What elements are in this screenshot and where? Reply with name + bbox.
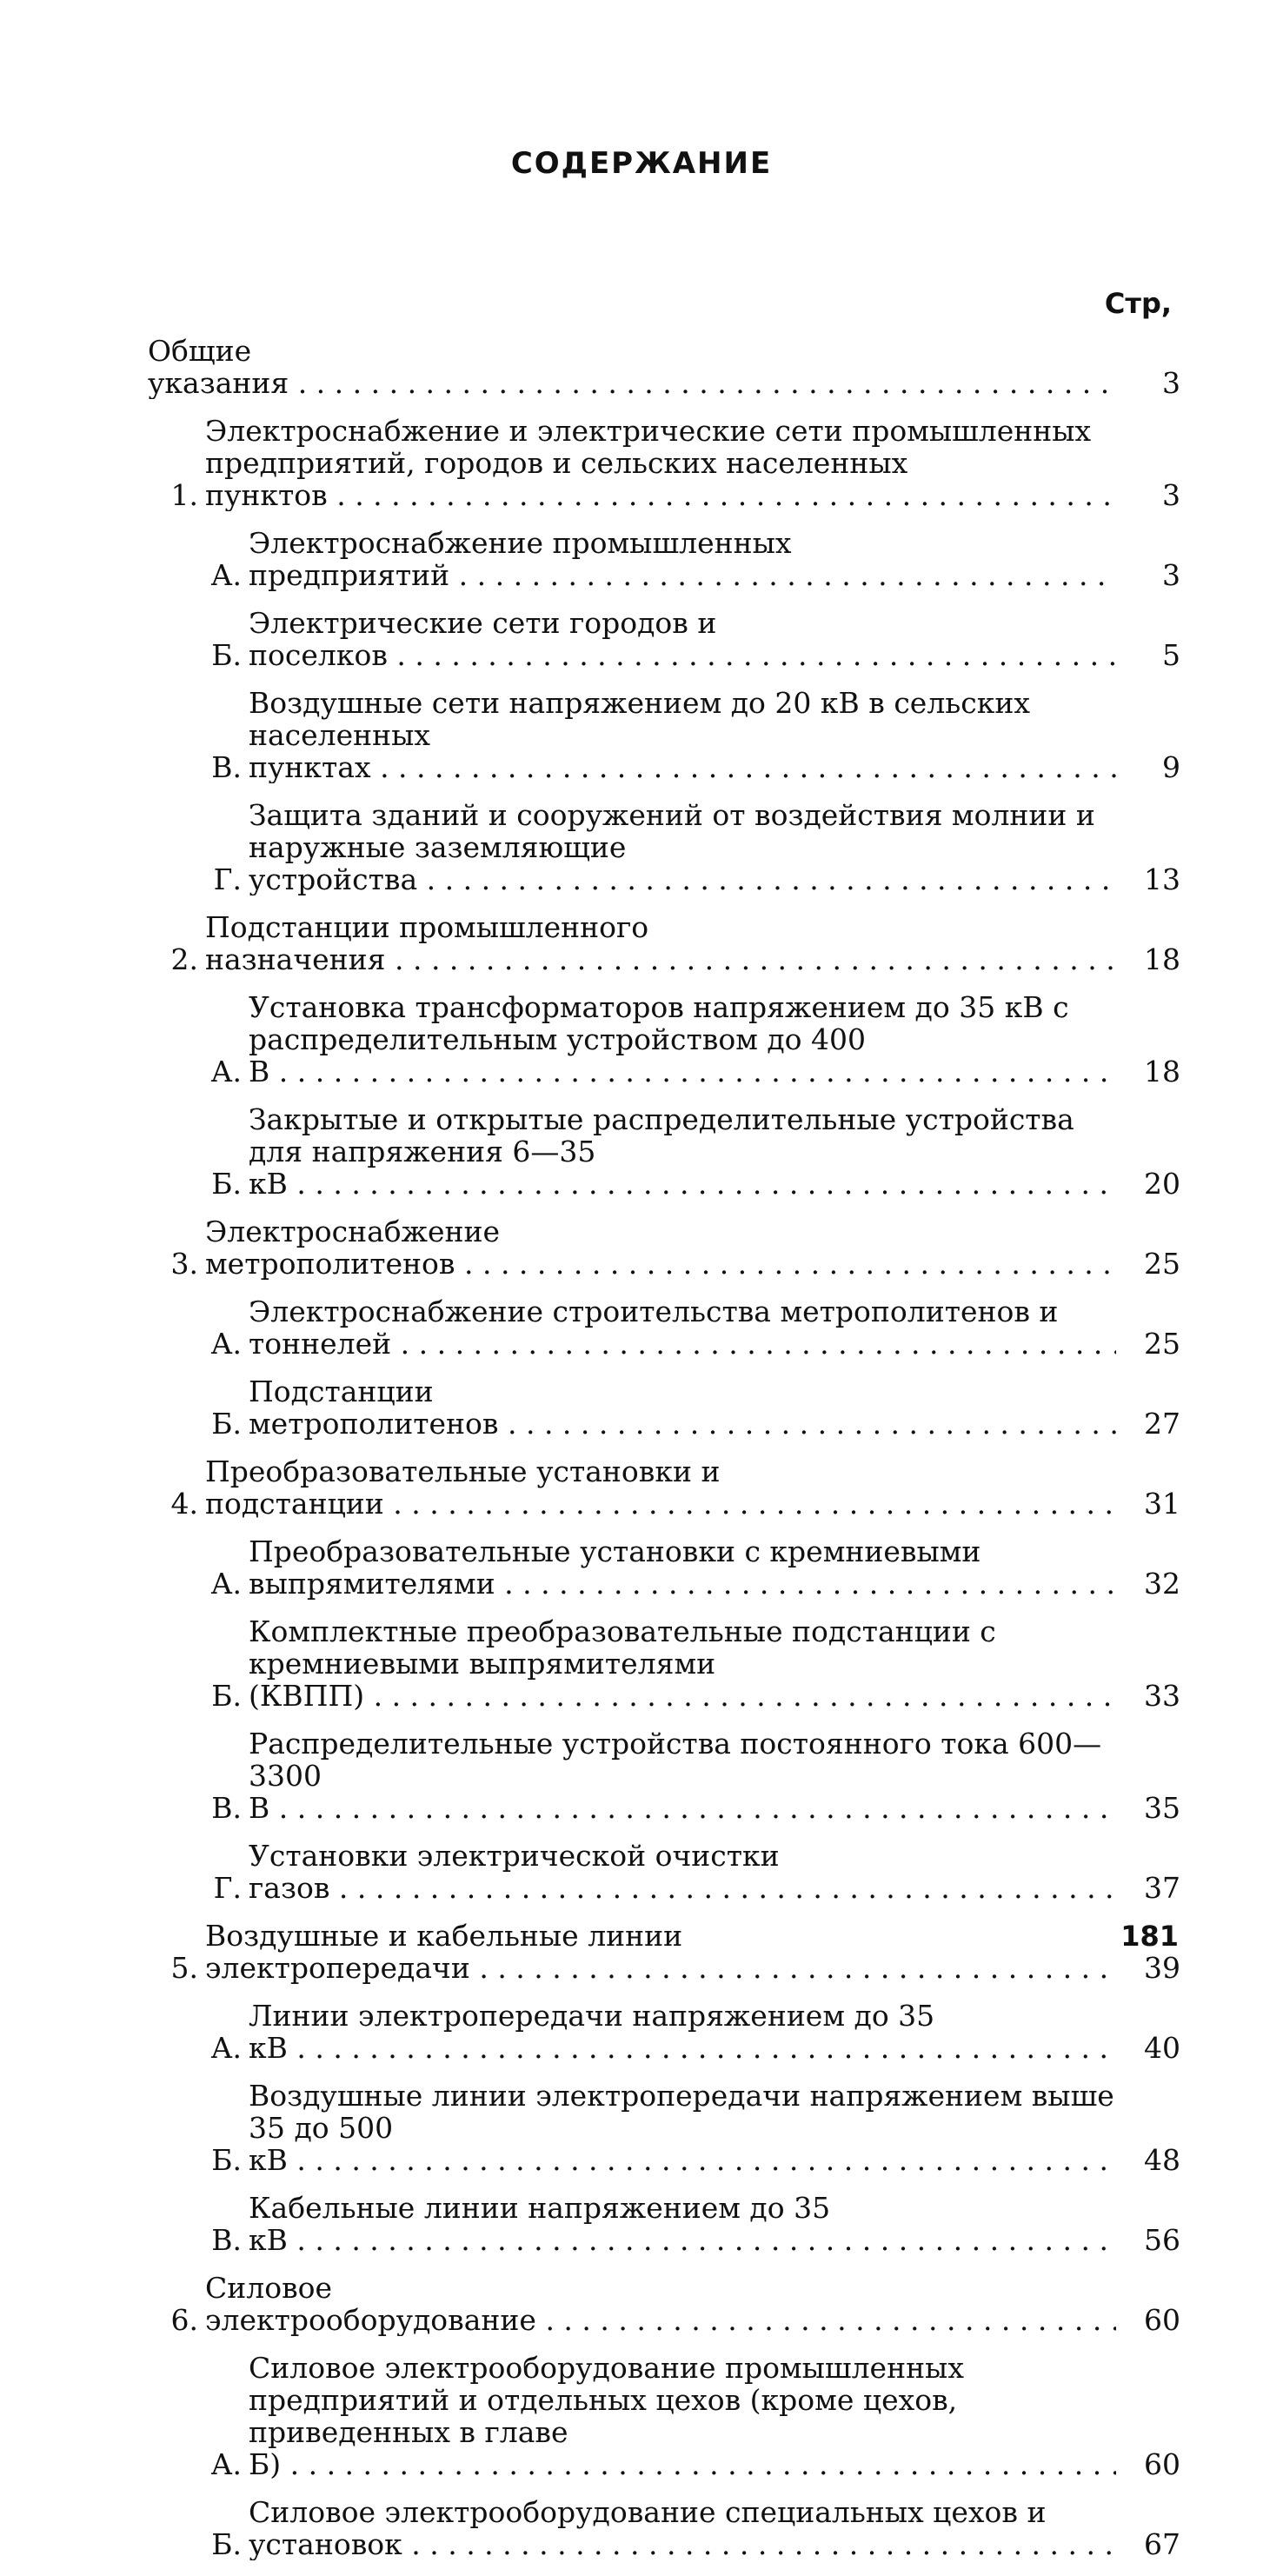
toc-entry-page: 9 xyxy=(1116,751,1180,783)
toc-entry-number: 1. xyxy=(170,478,198,512)
toc-entry-page: 25 xyxy=(1116,1248,1180,1280)
toc-entry-number: Б. xyxy=(211,1407,242,1441)
toc-entry xyxy=(148,911,1180,975)
toc-entry-leader xyxy=(249,1840,1116,1904)
toc-entry xyxy=(148,1535,1180,1600)
toc-entry-page: 13 xyxy=(1116,863,1180,895)
toc-entry-body xyxy=(242,1727,1180,1824)
toc-entry-number: А. xyxy=(210,558,242,592)
toc-entry-body xyxy=(242,2352,1180,2480)
toc-entry-page: 5 xyxy=(1116,639,1180,671)
toc-entry-page: 3 xyxy=(1116,367,1180,399)
toc-entry-leader xyxy=(249,1535,1116,1600)
toc-entry-page: 60 xyxy=(1116,2448,1180,2480)
toc-entry-leader xyxy=(249,607,1116,671)
toc-entry-title: Воздушные и кабельные линии электропередачи . . . xyxy=(205,1920,1116,1984)
toc-entry-title: Линии электропередачи напряжением до 35 кВ . . . xyxy=(249,2000,1116,2064)
toc-entry-page: 18 xyxy=(1116,943,1180,975)
toc-entry-body xyxy=(242,799,1180,895)
toc-entry xyxy=(148,2496,1180,2560)
toc-entry-title: Силовое электрооборудование . . . xyxy=(205,2272,1116,2336)
toc-entry-title: Подстанции промышленного назначения . . . xyxy=(205,911,1116,975)
toc-entry-title: Установка трансформаторов напряжением до 35 кВ с распределительным устройством до 400 В . . . xyxy=(249,991,1116,1088)
toc-entry xyxy=(148,2192,1180,2256)
toc-entry-page: 31 xyxy=(1116,1488,1180,1520)
toc-entry-leader xyxy=(249,2352,1116,2480)
toc-entry-body xyxy=(242,1103,1180,1200)
toc-entry-number: Б. xyxy=(211,638,242,672)
toc-entry-body xyxy=(242,1615,1180,1712)
toc-entry-page: 33 xyxy=(1116,1680,1180,1712)
toc-entry-number: А. xyxy=(210,1327,242,1361)
toc-entry-number: 3. xyxy=(170,1247,198,1281)
toc-entry-title: Распределительные устройства постоянного тока 600—3300 В . . . xyxy=(249,1727,1116,1824)
page-column-label: Стр, xyxy=(1104,287,1172,320)
toc-entry-title: Электроснабжение промышленных предприятий . . . xyxy=(249,527,1116,591)
toc-entry-number: А. xyxy=(210,1567,242,1601)
toc-entry xyxy=(148,799,1180,895)
toc-entry-leader xyxy=(249,1727,1116,1824)
toc-entry xyxy=(148,1215,1180,1280)
toc-entry-title: Преобразовательные установки и подстанции . . . xyxy=(205,1455,1116,1520)
toc-entry-body xyxy=(242,607,1180,671)
toc-entry-title: Защита зданий и сооружений от воздействия молнии и наружные заземляющие устройства . . . xyxy=(249,799,1116,895)
toc-entry-title: Закрытые и открытые распределительные устройства для напряжения 6—35 кВ . . . xyxy=(249,1103,1116,1200)
toc-entry-title: Электроснабжение метрополитенов . . . xyxy=(205,1215,1116,1280)
toc-entry-title: Электроснабжение и электрические сети промышленных предприятий, городов и сельских населенных пунктов . . . xyxy=(205,415,1116,511)
toc-entry-leader xyxy=(249,1615,1116,1712)
toc-entry-title: Электроснабжение строительства метрополитенов и тоннелей . . . xyxy=(249,1295,1116,1360)
toc-entry-leader xyxy=(249,1103,1116,1200)
toc-entry xyxy=(148,335,1180,399)
toc-entry xyxy=(148,2352,1180,2480)
toc-entry-page: 37 xyxy=(1116,1872,1180,1904)
toc-entry-number: Б. xyxy=(211,1167,242,1201)
toc-entry xyxy=(148,2272,1180,2336)
toc-entry-number: В. xyxy=(211,1791,242,1825)
toc-entry-number: Г. xyxy=(213,1871,242,1905)
toc-entry-title: Силовое электрооборудование специальных цехов и установок . . . xyxy=(249,2496,1116,2560)
toc-entry-leader xyxy=(148,335,1116,399)
toc-entry-leader xyxy=(249,2192,1116,2256)
toc-entry-leader xyxy=(205,1215,1116,1280)
toc-entry-body xyxy=(198,1920,1180,1984)
toc-entry xyxy=(148,1103,1180,1200)
toc-entry-page: 3 xyxy=(1116,479,1180,511)
toc-entry-leader xyxy=(249,991,1116,1088)
toc-entry-page: 56 xyxy=(1116,2224,1180,2256)
toc-entry-leader xyxy=(205,2272,1116,2336)
toc-entry-page: 48 xyxy=(1116,2144,1180,2176)
toc-entry-page: 25 xyxy=(1116,1328,1180,1360)
toc-entry-title: Установки электрической очистки газов . . . xyxy=(249,1840,1116,1904)
toc-entry-title: Преобразовательные установки с кремниевыми выпрямителями . . . xyxy=(249,1535,1116,1600)
toc-entry-number: В. xyxy=(211,2223,242,2257)
toc-entry-body xyxy=(242,1535,1180,1600)
toc-entry-leader xyxy=(205,1455,1116,1520)
toc-entry-number: Б. xyxy=(211,2143,242,2177)
toc-entry-number: 5. xyxy=(170,1951,198,1985)
toc-entry-leader xyxy=(249,687,1116,783)
toc-entry-title: Силовое электрооборудование промышленных предприятий и отдельных цехов (кроме цехов, приведенных в главе Б) . . . xyxy=(249,2352,1116,2480)
toc-entry-page: 39 xyxy=(1116,1952,1180,1984)
toc-entry xyxy=(148,1295,1180,1360)
toc-entry xyxy=(148,1840,1180,1904)
toc-entry-title: Воздушные сети напряжением до 20 кВ в сельских населенных пунктах . . . xyxy=(249,687,1116,783)
toc-entry-body xyxy=(242,1375,1180,1440)
toc-entry-title: Комплектные преобразовательные подстанции с кремниевыми выпрямителями (КВПП) . . . xyxy=(249,1615,1116,1712)
toc-entry-page: 35 xyxy=(1116,1792,1180,1824)
toc-entry-number: 6. xyxy=(170,2303,198,2337)
toc-entry-leader xyxy=(249,799,1116,895)
toc-entry xyxy=(148,2080,1180,2176)
table-of-contents xyxy=(148,335,1180,2576)
toc-entry xyxy=(148,1455,1180,1520)
toc-entry-number: 2. xyxy=(170,942,198,976)
toc-entry-body xyxy=(148,335,1180,399)
toc-entry-page: 3 xyxy=(1116,559,1180,591)
toc-entry-number: Г. xyxy=(213,862,242,896)
toc-entry xyxy=(148,1727,1180,1824)
toc-entry-page: 20 xyxy=(1116,1168,1180,1200)
toc-entry-number: В. xyxy=(211,750,242,784)
toc-entry-body xyxy=(242,687,1180,783)
toc-entry-number: Б. xyxy=(211,1679,242,1713)
toc-entry-body xyxy=(242,1295,1180,1360)
toc-entry-body xyxy=(198,2272,1180,2336)
toc-entry xyxy=(148,991,1180,1088)
toc-entry-leader xyxy=(249,1295,1116,1360)
toc-entry xyxy=(148,527,1180,591)
toc-entry-title: Электрические сети городов и поселков . . . xyxy=(249,607,1116,671)
toc-entry-body xyxy=(242,1840,1180,1904)
toc-entry xyxy=(148,415,1180,511)
page-title: СОДЕРЖАНИЕ xyxy=(510,146,773,181)
toc-entry-body xyxy=(198,1215,1180,1280)
toc-entry-page: 27 xyxy=(1116,1408,1180,1440)
toc-entry-leader xyxy=(205,911,1116,975)
toc-entry-body xyxy=(198,415,1180,511)
toc-entry-page: 18 xyxy=(1116,1055,1180,1088)
page-number: 181 xyxy=(1120,1920,1179,1953)
toc-entry-number: Б. xyxy=(211,2527,242,2561)
toc-entry-body xyxy=(242,991,1180,1088)
toc-entry-body xyxy=(242,2496,1180,2560)
toc-entry-number: А. xyxy=(210,2031,242,2065)
toc-entry xyxy=(148,1920,1180,1984)
toc-entry-body xyxy=(242,2080,1180,2176)
toc-entry-leader xyxy=(249,2080,1116,2176)
toc-entry-number: А. xyxy=(210,2447,242,2481)
toc-entry-title: Воздушные линии электропередачи напряжением выше 35 до 500 кВ . . . xyxy=(249,2080,1116,2176)
toc-entry-title: Кабельные линии напряжением до 35 кВ . . . xyxy=(249,2192,1116,2256)
toc-entry-leader xyxy=(249,527,1116,591)
toc-entry-leader xyxy=(205,415,1116,511)
toc-entry-number: А. xyxy=(210,1055,242,1088)
toc-entry-page: 67 xyxy=(1116,2528,1180,2560)
toc-entry-body xyxy=(198,911,1180,975)
toc-entry-page: 32 xyxy=(1116,1568,1180,1600)
toc-entry-body xyxy=(198,1455,1180,1520)
toc-entry xyxy=(148,1375,1180,1440)
toc-entry xyxy=(148,1615,1180,1712)
toc-entry xyxy=(148,687,1180,783)
toc-entry-title: Общие указания . . . xyxy=(148,335,1116,399)
toc-entry xyxy=(148,607,1180,671)
toc-entry-number: 4. xyxy=(170,1487,198,1521)
toc-entry-title: Подстанции метрополитенов . . . xyxy=(249,1375,1116,1440)
toc-entry-leader xyxy=(205,1920,1116,1984)
toc-entry-page: 40 xyxy=(1116,2032,1180,2064)
toc-entry-body xyxy=(242,2192,1180,2256)
toc-entry-page: 60 xyxy=(1116,2304,1180,2336)
toc-entry-body xyxy=(242,527,1180,591)
toc-entry-leader xyxy=(249,2496,1116,2560)
toc-entry-leader xyxy=(249,1375,1116,1440)
